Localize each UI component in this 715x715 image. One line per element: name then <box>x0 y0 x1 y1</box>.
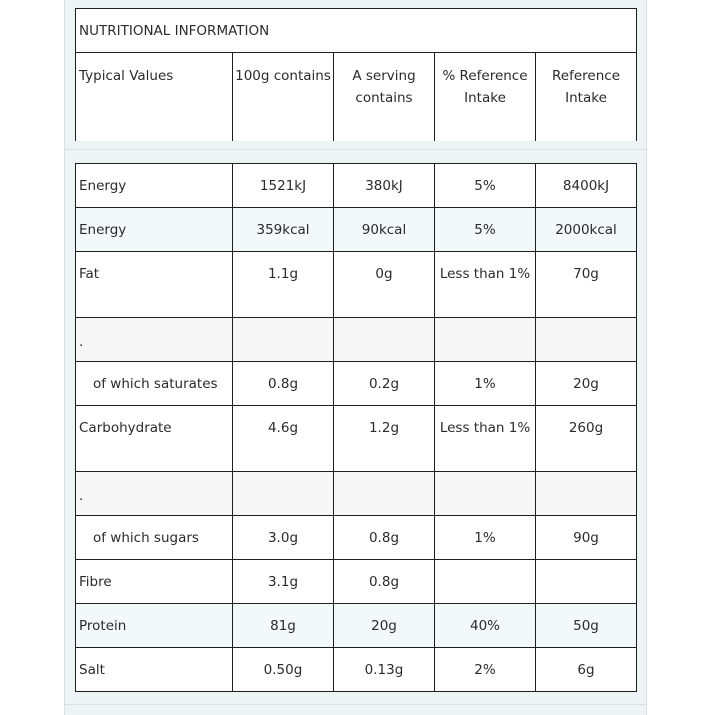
cell-ri-percent: Less than 1% <box>435 252 536 318</box>
cell-serving: 20g <box>334 604 435 648</box>
table-row <box>76 472 637 516</box>
table-row <box>76 362 637 406</box>
table-row <box>76 318 637 362</box>
table-row <box>76 208 637 252</box>
column-header-reference-intake: Reference Intake <box>536 53 637 141</box>
cell-reference-intake: 20g <box>536 362 637 406</box>
cell-per-100g: 359kcal <box>233 208 334 252</box>
cell-reference-intake <box>536 560 637 604</box>
cell-ri-percent <box>435 560 536 604</box>
row-label: . <box>76 318 233 362</box>
cell-per-100g: 0.8g <box>233 362 334 406</box>
row-label: of which saturates <box>76 362 233 406</box>
cell-reference-intake: 6g <box>536 648 637 692</box>
cell-serving: 1.2g <box>334 406 435 472</box>
cell-ri-percent: 5% <box>435 208 536 252</box>
cell-serving: 0.8g <box>334 560 435 604</box>
cell-per-100g: 0.50g <box>233 648 334 692</box>
cell-ri-percent <box>435 472 536 516</box>
cell-per-100g: 1.1g <box>233 252 334 318</box>
nutrition-header-table <box>75 8 637 141</box>
table-row <box>76 648 637 692</box>
cell-ri-percent <box>435 318 536 362</box>
row-label: Carbohydrate <box>76 406 233 472</box>
row-label: Fibre <box>76 560 233 604</box>
cell-reference-intake: 90g <box>536 516 637 560</box>
cell-serving: 0.8g <box>334 516 435 560</box>
nutrition-table <box>75 163 637 692</box>
cell-ri-percent: 40% <box>435 604 536 648</box>
cell-reference-intake: 8400kJ <box>536 164 637 208</box>
cell-serving: 0.2g <box>334 362 435 406</box>
cell-reference-intake: 260g <box>536 406 637 472</box>
table-title: NUTRITIONAL INFORMATION <box>76 9 637 53</box>
cell-per-100g <box>233 472 334 516</box>
row-label: . <box>76 472 233 516</box>
column-header-per-100g: 100g contains <box>233 53 334 141</box>
cell-ri-percent: 2% <box>435 648 536 692</box>
table-row <box>76 516 637 560</box>
row-label: Energy <box>76 208 233 252</box>
cell-serving: 90kcal <box>334 208 435 252</box>
table-row <box>76 406 637 472</box>
column-header-typical-values: Typical Values <box>76 53 233 141</box>
row-label: Protein <box>76 604 233 648</box>
cell-per-100g: 81g <box>233 604 334 648</box>
cell-ri-percent: Less than 1% <box>435 406 536 472</box>
row-label: Energy <box>76 164 233 208</box>
cell-reference-intake: 2000kcal <box>536 208 637 252</box>
cell-per-100g <box>233 318 334 362</box>
footer-panel <box>64 704 647 715</box>
cell-per-100g: 3.1g <box>233 560 334 604</box>
table-row <box>76 560 637 604</box>
cell-per-100g: 1521kJ <box>233 164 334 208</box>
column-header-ri-percent: % Reference Intake <box>435 53 536 141</box>
cell-serving <box>334 472 435 516</box>
cell-reference-intake: 50g <box>536 604 637 648</box>
row-label: of which sugars <box>76 516 233 560</box>
cell-reference-intake: 70g <box>536 252 637 318</box>
cell-per-100g: 3.0g <box>233 516 334 560</box>
row-label: Salt <box>76 648 233 692</box>
cell-ri-percent: 1% <box>435 362 536 406</box>
cell-serving: 0g <box>334 252 435 318</box>
cell-serving: 380kJ <box>334 164 435 208</box>
cell-ri-percent: 1% <box>435 516 536 560</box>
table-row <box>76 164 637 208</box>
cell-reference-intake <box>536 472 637 516</box>
cell-serving <box>334 318 435 362</box>
table-row <box>76 604 637 648</box>
cell-per-100g: 4.6g <box>233 406 334 472</box>
column-header-serving: A serving contains <box>334 53 435 141</box>
cell-serving: 0.13g <box>334 648 435 692</box>
cell-ri-percent: 5% <box>435 164 536 208</box>
row-label: Fat <box>76 252 233 318</box>
table-row <box>76 252 637 318</box>
cell-reference-intake <box>536 318 637 362</box>
